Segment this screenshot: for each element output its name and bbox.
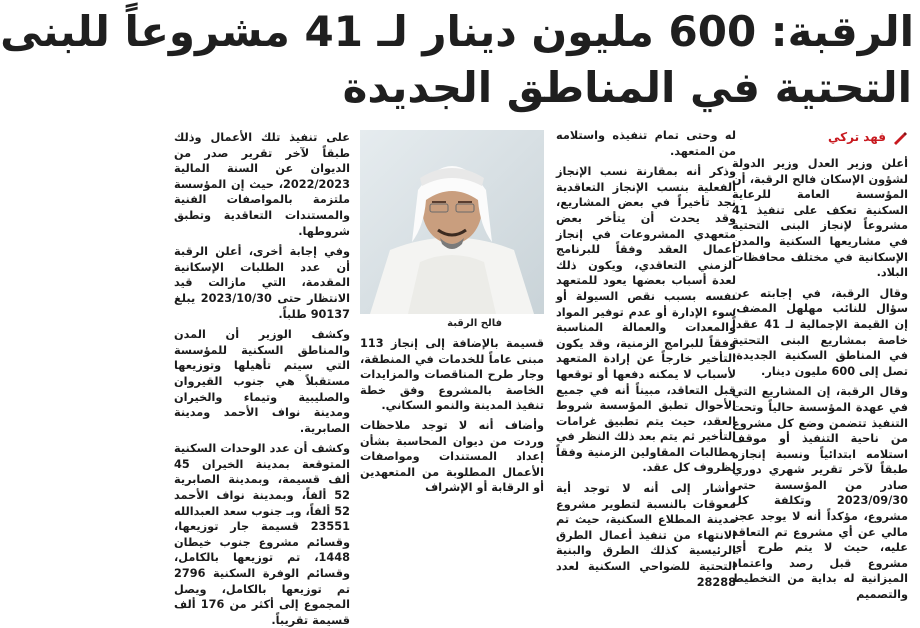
paragraph: على تنفيذ تلك الأعمال وذلك طبقاً لآخر تقرير صدر من الديوان عن السنة المالية 2022/2023، حيث إن المؤسسة ملتزمة بالمواصفات الفنية والمستندات التعاقدية وتطبق شروطها. [174, 131, 350, 238]
paragraph: وفي إجابة أخرى، أعلن الرقبة أن عدد الطلبات الإسكانية المقدمة، التي مازالت قيد الانتظار حتى 2023/10/30 يبلغ 90137 طلباً. [174, 245, 350, 321]
paragraph: وقال الرقبة، إن المشاريع التي في عهدة المؤسسة حالياً وتحت التنفيذ تتضمن وضع كل مشروع من ناحية التنفيذ أو موقف استلامه ابتدائياً ونسبة إنجازه طبقاً لآخر تقرير شهري دوري صادر من المؤسسة حتى 2023/09/30 وتكلفة كل مشروع، مؤكداً أنه لا يوجد عجز مالي عن أي مشروع تم التعاقد عليه، حيث لا يتم طرح أي مشروع قبل رصد واعتماد الميزانية له بداية من التخطيط والتصميم [732, 385, 908, 602]
paragraph: وذكر أنه بمقارنة نسب الإنجاز الفعلية بنسب الإنجاز التعاقدية نجد تأخيراً في بعض المشاريع، وقد يحدث أن يتأخر بعض متعهدي المشروعات في إنجاز أعمال العقد وفقاً للبرنامج الزمني التعاقدي، ويكون ذلك لعدة أسباب بعضها يعود للمتعهد نفسه بسبب نقص السيولة أو سوء الإدارة أو عدم توفير المواد والمعدات والعمالة المناسبة وفقاً للبرامج الزمنية، وقد يكون التأخير خارجاً عن إرادة المتعهد لأسباب لا يمكنه دفعها أو توقعها قبل التعاقد، مبيناً أنه في جميع الأحوال تطبق المؤسسة شروط العقد، حيث يتم تطبيق غرامات التأخير ثم يتم بعد ذلك النظر في مطالبات المقاولين الزمنية وفقاً لظروف كل عقد. [556, 165, 736, 475]
paragraph: وقال الرقبة، في إجابته عن سؤال للنائب مهلهل المضف، إن القيمة الإجمالية لـ 41 عقداً خاصة بمشاريع البنى التحتية في المناطق السكنية الجديدة، تصل إلى 600 مليون دينار. [732, 286, 909, 378]
paragraph: أعلن وزير العدل وزير الدولة لشؤون الإسكان فالح الرقبة، أن المؤسسة العامة للرعاية السكنية تعكف على تنفيذ 41 مشروعاً لإنجاز البنى التحتية في مشاريعها السكنية والمدن الإسكانية في مختلف محافظات البلاد. [732, 157, 908, 280]
headline-line-1: الرقبة: 600 مليون دينار لـ 41 مشروعاً للبنى [0, 7, 914, 56]
pen-icon [892, 131, 908, 145]
article-column-photo-below [360, 336, 544, 495]
paragraph: قسيمة بالإضافة إلى إنجاز 113 مبنى عاماً للخدمات في المنطقة، وجار طرح المناقصات والمزايدات الخاصة بالمشروع وفق خطة تنفيذ المدينة والنمو السكاني. [360, 337, 544, 413]
paragraph: وأشار إلى أنه لا توجد أية معوقات بالنسبة لتطوير مشروع مدينة المطلاع السكنية، حيث تم الانتهاء من تنفيذ أعمال الطرق الرئيسية كذلك الطرق والبنية التحتية للضواحي السكنية لعدد 28288 [556, 482, 736, 589]
article-column-left [174, 130, 350, 627]
paragraph: وكشف الوزير أن المدن والمناطق السكنية للمؤسسة التي سيتم تأهيلها وتوزيعها مستقبلاً هي جنوب القيروان والصليبية وتيماء والخيران ومدينة نواف الأحمد ومدينة الصابرية. [174, 328, 350, 435]
article-column-right [732, 128, 909, 602]
article-column-middle [556, 128, 736, 589]
portrait-image [360, 130, 544, 314]
paragraph: وأضاف أنه لا توجد ملاحظات وردت من ديوان المحاسبة بشأن إعداد المستندات ومواصفات الأعمال المطلوبة من المتعهدين أو الرقابة أو الإشراف [360, 418, 544, 495]
byline-author: فهد تركي [828, 130, 886, 145]
photo-block [360, 130, 544, 334]
byline [732, 128, 908, 148]
portrait-photo [360, 130, 544, 314]
photo-caption: فالح الرقبة [447, 318, 502, 329]
paragraph: له وحتى تمام تنفيذه واستلامه من المتعهد. [556, 129, 736, 158]
headline-line-2: التحتية في المناطق الجديدة [342, 63, 912, 112]
paragraph: وكشف أن عدد الوحدات السكنية المتوقعة بمدينة الخيران 45 ألف قسيمة، وبمدينة الصابرية 52 ألفاً، وبمدينة نواف الأحمد 52 ألفاً، وبـ جنوب سعد العبدالله 23551 قسيمة جار توزيعها، وقسائم مشروع جنوب خيطان 1448، تم توزيعها بالكامل، وقسائم الوفرة السكنية 2796 تم توزيعها بالكامل، ويصل المجموع إلى أكثر من 176 ألف قسيمة تقريباً. [174, 442, 350, 627]
headline [0, 4, 914, 120]
